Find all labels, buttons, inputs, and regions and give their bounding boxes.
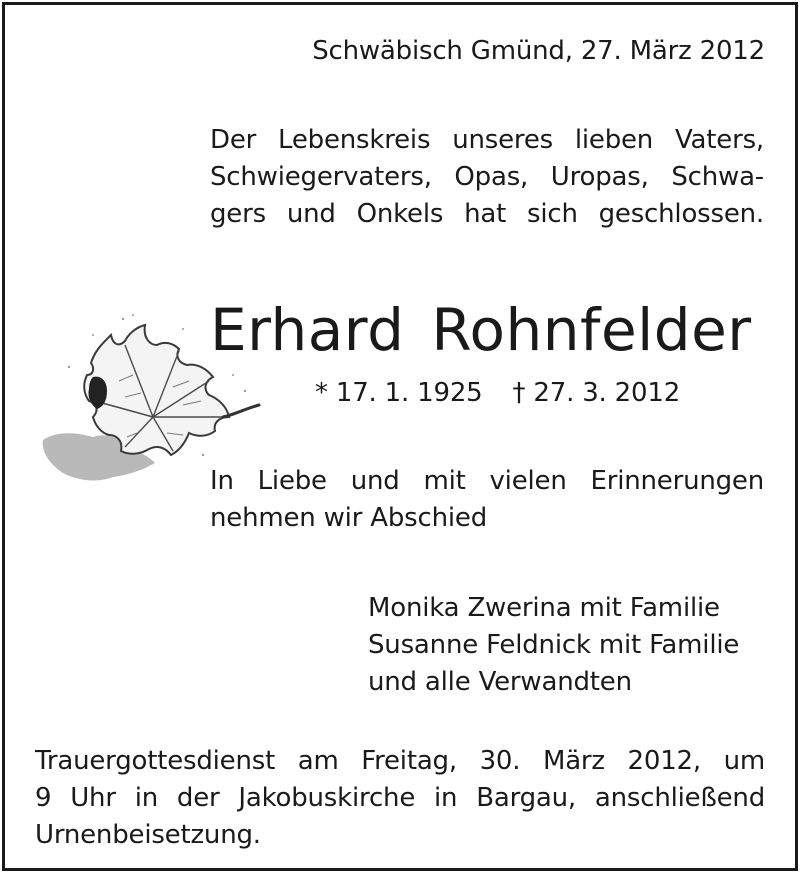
birth-date: * 17. 1. 1925 (315, 378, 483, 408)
service-line: Urnenbeisetzung. (35, 820, 261, 850)
mourners-list (368, 590, 739, 701)
intro-line: Der Lebenskreis unseres lieben Vaters, (210, 125, 764, 155)
farewell-line: nehmen wir Abschied (210, 503, 487, 533)
death-date: † 27. 3. 2012 (512, 378, 681, 408)
service-info (35, 743, 765, 854)
intro-line: gers und Onkels hat sich geschlossen. (210, 199, 764, 229)
mourner-line: und alle Verwandten (368, 667, 632, 697)
farewell-text (210, 463, 764, 537)
leaf-stem (223, 405, 259, 417)
mourner-line: Susanne Feldnick mit Familie (368, 630, 740, 660)
intro-text (210, 122, 764, 233)
farewell-line: In Liebe und mit vielen Erinnerungen (210, 466, 764, 496)
mourner-line: Monika Zwerina mit Familie (368, 593, 720, 623)
obituary-notice (2, 2, 798, 871)
service-line: Trauergottesdienst am Freitag, 30. März 2012, um (35, 746, 765, 776)
deceased-name: Erhard Rohnfelder (210, 296, 752, 364)
life-dates (315, 375, 680, 412)
intro-line: Schwiegervaters, Opas, Uropas, Schwa- (210, 162, 764, 192)
service-line: 9 Uhr in der Jakobuskirche in Bargau, anschließend (35, 783, 765, 813)
place-date: Schwäbisch Gmünd, 27. März 2012 (312, 36, 765, 66)
